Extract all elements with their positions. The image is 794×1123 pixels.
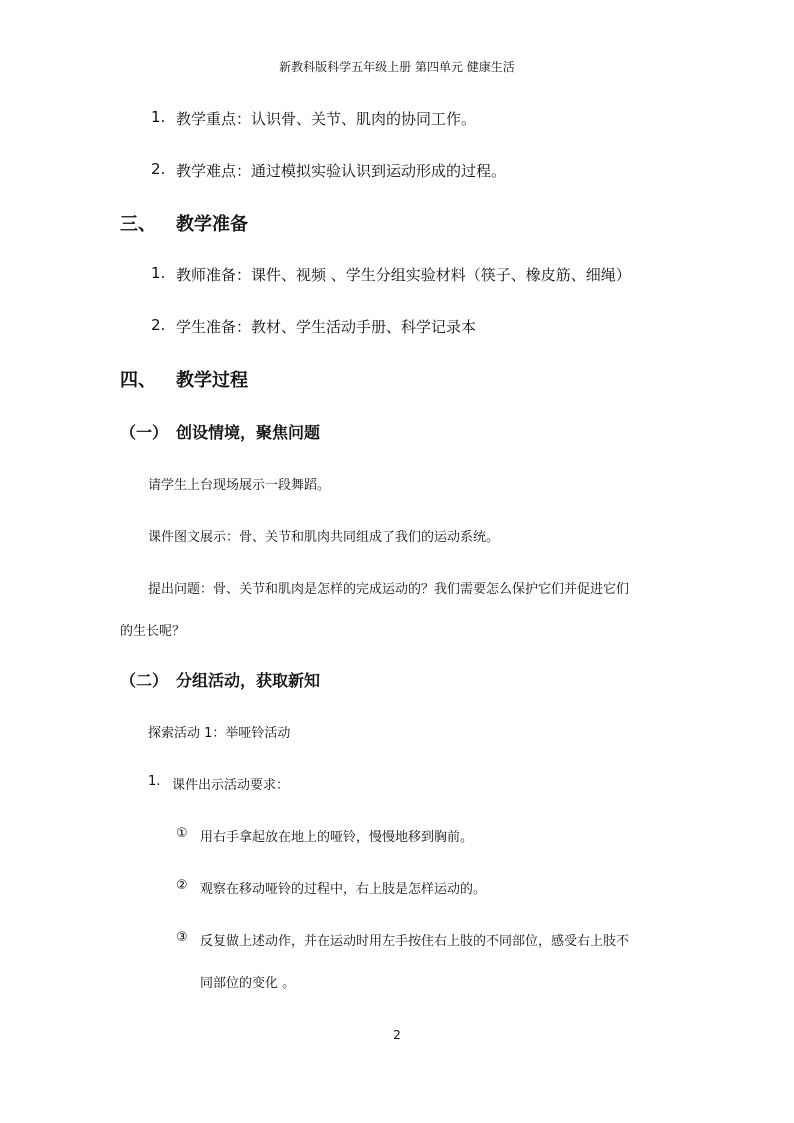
paragraph-question-line-2: 的生长呢？ [120,624,186,639]
step-2-text: 观察在移动哑铃的过程中，右上肢是怎样运动的。 [200,882,487,897]
focus-number: 1. [151,108,166,126]
part-2-number: （二） [120,671,169,690]
difficulty-number: 2. [151,160,166,178]
step-3-text-line-1: 反复做上述动作，并在运动时用左手按住右上肢的不同部位，感受右上肢不 [200,934,630,949]
step-1-marker: ① [176,826,188,841]
section-4-title: 教学过程 [176,370,248,391]
requirement-number: 1. [148,774,161,789]
teaching-difficulty: 教学难点：通过模拟实验认识到运动形成的过程。 [176,162,507,180]
paragraph-dance: 请学生上台现场展示一段舞蹈。 [148,478,331,493]
section-3-title: 教学准备 [176,214,248,235]
section-4-number: 四、 [120,370,156,391]
activity-title: 探索活动 1：举哑铃活动 [148,726,291,741]
step-3-marker: ③ [176,930,188,945]
student-prep: 学生准备：教材、学生活动手册、科学记录本 [176,318,477,336]
teaching-focus: 教学重点：认识骨、关节、肌肉的协同工作。 [176,110,477,128]
step-2-marker: ② [176,878,188,893]
paragraph-question-line-1: 提出问题：骨、关节和肌肉是怎样的完成运动的？我们需要怎么保护它们并促进它们 [148,582,630,597]
step-3-text-line-2: 同部位的变化 。 [200,976,296,991]
part-1-number: （一） [120,423,169,442]
step-1-text: 用右手拿起放在地上的哑铃，慢慢地移到胸前。 [200,830,474,845]
paragraph-courseware: 课件图文展示：骨、关节和肌肉共同组成了我们的运动系统。 [148,530,500,545]
section-3-number: 三、 [120,214,156,235]
part-1-title: 创设情境，聚焦问题 [176,423,321,442]
requirement-text: 课件出示活动要求： [172,778,290,793]
page-number: 2 [393,1028,401,1042]
teacher-prep-number: 1. [151,264,166,282]
teacher-prep: 教师准备：课件、视频 、学生分组实验材料（筷子、橡皮筋、细绳） [176,266,631,284]
page-header: 新教科版科学五年级上册 第四单元 健康生活 [279,60,515,74]
part-2-title: 分组活动，获取新知 [176,671,321,690]
student-prep-number: 2. [151,316,166,334]
